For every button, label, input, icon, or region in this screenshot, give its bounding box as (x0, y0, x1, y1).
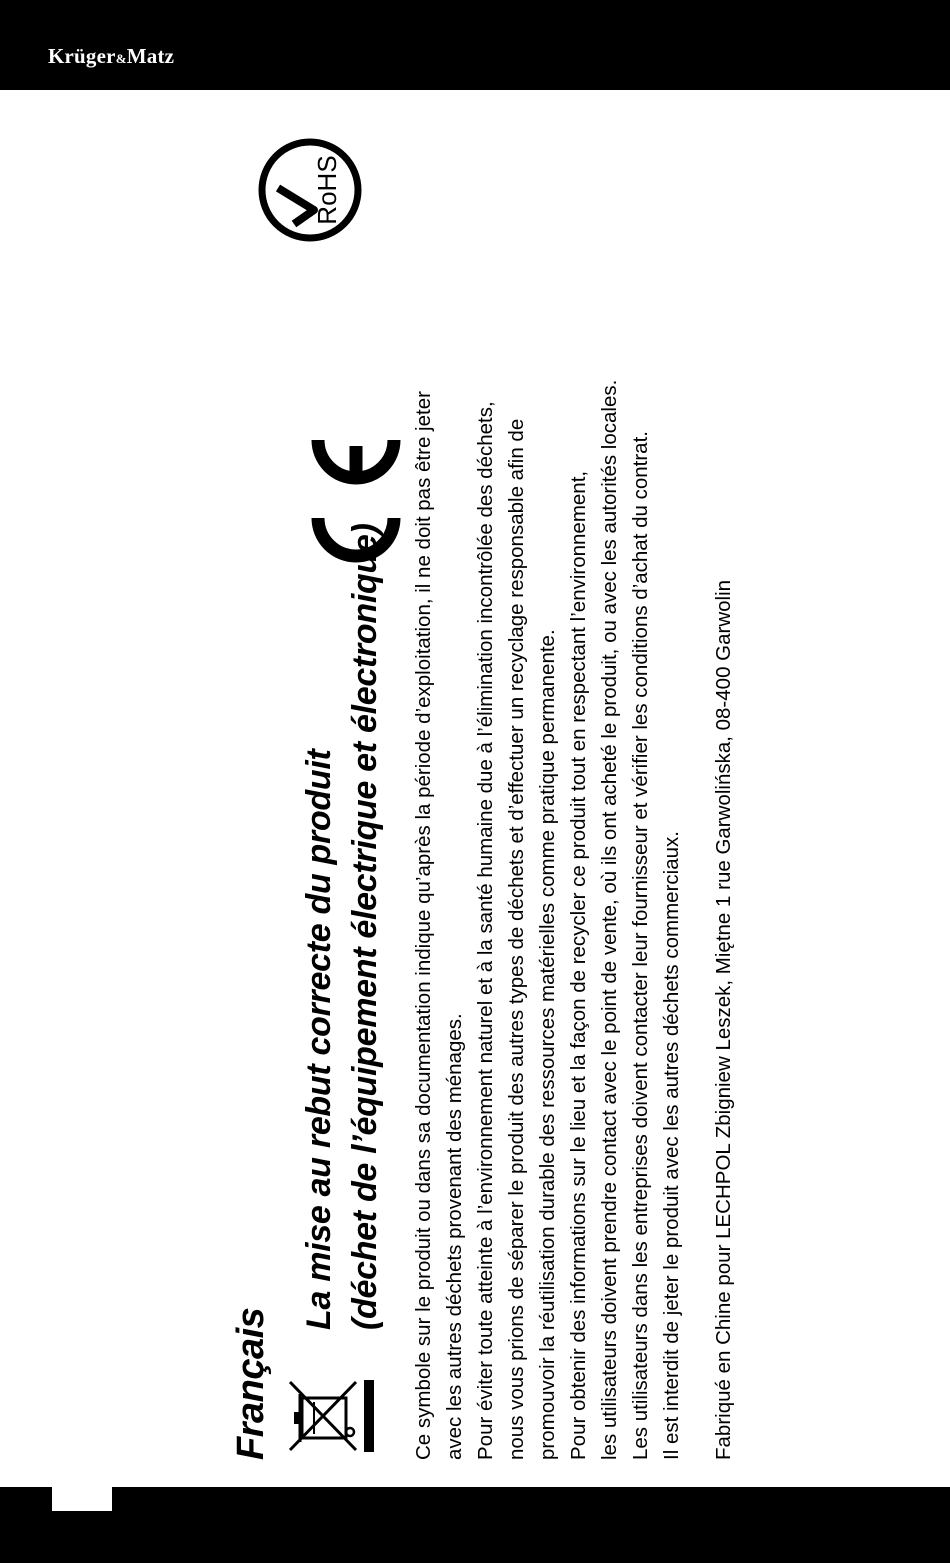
title-line-2: (déchet de l’équipement électrique et électronique) (346, 523, 384, 1330)
body-line: les utilisateurs doivent prendre contact avec le point de vente, où ils ont acheté le produit, ou avec les autorités locales. (598, 379, 621, 1460)
title-line-1: La mise au rebut correcte du produit (300, 749, 338, 1330)
body-line: Les utilisateurs dans les entreprises doivent contacter leur fournisseur et vérifier les conditions d’achat du contrat. (629, 431, 652, 1460)
brand-logo: Krüger&Matz (48, 44, 175, 68)
page-tab (52, 1487, 112, 1511)
section-title (296, 523, 388, 1330)
body-line: Pour obtenir des informations sur le lieu et la façon de recycler ce produit tout en respectant l’environnement, (567, 470, 590, 1460)
body-line: Pour éviter toute atteinte à l’environnement naturel et à la santé humaine due à l’élimination incontrôlée des déchets, (474, 401, 497, 1460)
ce-mark-icon (306, 430, 406, 580)
body-paragraph (408, 380, 687, 1460)
rohs-label: RoHS (312, 155, 342, 225)
body-line: promouvoir la réutilisation durable des ressources matérielles comme pratique permanente. (536, 629, 559, 1460)
body-line: Ce symbole sur le produit ou dans sa documentation indique qu’après la période d’exploitation, il ne doit pas être jeter (412, 391, 435, 1460)
body-line: nous vous prions de séparer le produit des autres types de déchets et d’effectuer un recyclage responsable afin de (505, 418, 528, 1460)
rotated-content (230, 120, 930, 1460)
footer-bar (0, 1487, 950, 1563)
header-bar (0, 0, 950, 90)
body-line: avec les autres déchets provenant des ménages. (443, 1013, 466, 1460)
language-heading: Français (230, 1307, 272, 1460)
body-line: Il est interdit de jeter le produit avec les autres déchets commerciaux. (660, 831, 683, 1460)
rohs-mark-icon (250, 130, 370, 250)
manufacturer-info: Fabriqué en Chine pour LECHPOL Zbigniew Leszek, Miętne 1 rue Garwolińska, 08-400 Garwolin (712, 579, 735, 1460)
crossed-bin-icon (284, 1376, 376, 1456)
